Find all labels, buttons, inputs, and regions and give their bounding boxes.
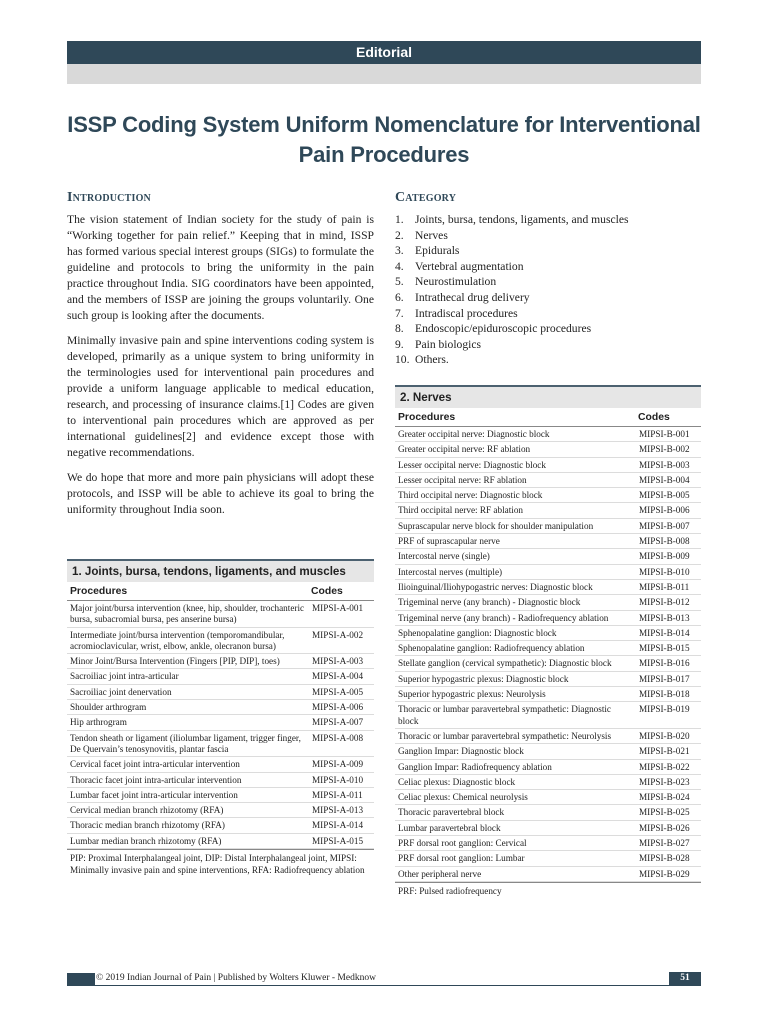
procedure-cell: Lumbar facet joint intra-articular intervention [70, 789, 238, 800]
article-title: ISSP Coding System Uniform Nomenclature for Interventional Pain Procedures [67, 112, 701, 167]
code-cell: MIPSI-B-013 [639, 612, 690, 623]
table-row [67, 834, 374, 849]
procedure-cell: Sphenopalatine ganglion: Diagnostic block [398, 627, 557, 638]
table-joints-title: 1. Joints, bursa, tendons, ligaments, and muscles [67, 559, 374, 582]
table-nerves [395, 385, 701, 897]
code-cell: MIPSI-A-001 [312, 603, 364, 613]
procedure-cell: Celiac plexus: Diagnostic block [398, 776, 516, 787]
category-item-label: Nerves [415, 228, 448, 242]
category-item [395, 352, 701, 368]
table-row [67, 731, 374, 758]
col-procedures: Procedures [70, 586, 128, 597]
table-row [395, 427, 701, 442]
table-row [395, 458, 701, 473]
table-row [395, 656, 701, 671]
code-cell: MIPSI-B-022 [639, 761, 690, 772]
code-cell: MIPSI-B-023 [639, 776, 690, 787]
category-item [395, 243, 701, 259]
category-item-label: Joints, bursa, tendons, ligaments, and muscles [415, 213, 629, 226]
code-cell: MIPSI-A-009 [312, 759, 364, 770]
procedure-cell: Ganglion Impar: Radiofrequency ablation [398, 761, 552, 772]
code-cell: MIPSI-B-026 [639, 822, 690, 833]
page-number: 51 [669, 972, 701, 986]
procedure-cell: Greater occipital nerve: RF ablation [398, 444, 531, 455]
intro-paragraph-3: We do hope that more and more pain physicians will adopt these protocols, and ISSP will be able to achieve its goal to bring the uniformity throughout India soon. [67, 471, 374, 516]
category-item [395, 212, 701, 228]
code-cell: MIPSI-A-003 [312, 656, 364, 667]
code-cell: MIPSI-A-005 [312, 686, 364, 697]
table-row [67, 757, 374, 772]
procedure-cell: Lumbar paravertebral block [398, 822, 501, 833]
category-list [395, 212, 701, 368]
category-item-number: 8. [395, 322, 404, 336]
code-cell: MIPSI-B-007 [639, 520, 690, 531]
code-cell: MIPSI-B-003 [639, 459, 690, 470]
category-item-number: 9. [395, 337, 404, 351]
category-item [395, 321, 701, 337]
code-cell: MIPSI-A-015 [312, 835, 364, 846]
table-row [67, 788, 374, 803]
table-row [395, 549, 701, 564]
table-row [395, 595, 701, 610]
table-row [395, 503, 701, 518]
procedure-cell: Thoracic or lumbar paravertebral sympathetic: Neurolysis [398, 730, 612, 741]
procedure-cell: Sacroiliac joint intra-articular [70, 671, 179, 682]
table-row [395, 851, 701, 866]
table-row [67, 628, 374, 655]
code-cell: MIPSI-B-002 [639, 444, 690, 455]
code-cell: MIPSI-B-021 [639, 746, 690, 757]
code-cell: MIPSI-A-010 [312, 774, 364, 785]
category-item-number: 7. [395, 306, 404, 320]
code-cell: MIPSI-A-014 [312, 820, 364, 831]
category-item-label: Epidurals [415, 244, 460, 258]
table-row [395, 805, 701, 820]
code-cell: MIPSI-B-004 [639, 474, 690, 485]
table-row [395, 821, 701, 836]
table-row [67, 685, 374, 700]
category-item [395, 228, 701, 244]
table-row [67, 601, 374, 628]
code-cell: MIPSI-B-028 [639, 853, 690, 864]
code-cell: MIPSI-B-008 [639, 536, 690, 547]
category-item [395, 337, 701, 353]
procedure-cell: Thoracic paravertebral block [398, 807, 505, 818]
table-row [395, 519, 701, 534]
section-header: Editorial [67, 41, 701, 64]
table-row [395, 580, 701, 595]
category-item-label: Intrathecal drug delivery [415, 290, 530, 304]
table-nerves-rows [395, 427, 701, 882]
code-cell: MIPSI-B-016 [639, 658, 690, 669]
procedure-cell: Cervical facet joint intra-articular intervention [70, 759, 240, 770]
code-cell: MIPSI-B-015 [639, 643, 690, 654]
procedure-cell: Suprascapular nerve block for shoulder manipulation [398, 520, 594, 531]
category-item [395, 306, 701, 322]
table-row [67, 654, 374, 669]
table-row [67, 773, 374, 788]
code-cell: MIPSI-B-019 [639, 704, 690, 715]
procedure-cell: Shoulder arthrogram [70, 702, 147, 713]
category-item-number: 2. [395, 228, 404, 242]
category-item-label: Endoscopic/epiduroscopic procedures [415, 322, 592, 336]
code-cell: MIPSI-B-020 [639, 730, 690, 741]
code-cell: MIPSI-A-011 [312, 789, 363, 800]
table-row [395, 775, 701, 790]
procedure-cell: PRF of suprascapular nerve [398, 536, 500, 547]
procedure-cell: Ganglion Impar: Diagnostic block [398, 746, 524, 757]
procedure-cell: Thoracic or lumbar paravertebral sympathetic: Diagnostic block [398, 704, 612, 726]
procedure-cell: Celiac plexus: Chemical neurolysis [398, 792, 528, 803]
category-item-number: 1. [395, 213, 404, 226]
category-item-number: 3. [395, 244, 404, 258]
procedure-cell: Greater occipital nerve: Diagnostic block [398, 429, 550, 439]
procedure-cell: Major joint/bursa intervention (knee, hip, shoulder, trochanteric bursa, subacromial bursa, pes anserine bursa) [70, 603, 305, 625]
procedure-cell: Intercostal nerves (multiple) [398, 566, 503, 577]
intro-paragraph-2: Minimally invasive pain and spine interventions coding system is developed, primarily as a unique system to bring uniformity in the terminologies used for interventional pain procedures and provide a uniform language applicable to medical education, research, and processing of insurance claims.[1] Codes are given to interventional pain procedures which are approved as per international guidelines[2] and evidence except those with negative recommendations. [67, 334, 374, 459]
table-row [395, 744, 701, 759]
category-item [395, 259, 701, 275]
table-row [67, 818, 374, 833]
procedure-cell: Thoracic median branch rhizotomy (RFA) [70, 820, 225, 831]
table-row [395, 672, 701, 687]
procedure-cell: Stellate ganglion (cervical sympathetic): Diagnostic block [398, 658, 612, 669]
procedure-cell: Other peripheral nerve [398, 868, 482, 879]
category-item-label: Neurostimulation [415, 275, 497, 289]
procedure-cell: Lesser occipital nerve: RF ablation [398, 474, 527, 485]
procedure-cell: Trigeminal nerve (any branch) - Radiofrequency ablation [398, 612, 609, 623]
procedure-cell: Ilioinguinal/Iliohypogastric nerves: Diagnostic block [398, 581, 593, 592]
procedure-cell: Minor Joint/Bursa Intervention (Fingers [PIP, DIP], toes) [70, 656, 280, 667]
intro-paragraph-1: The vision statement of Indian society for the study of pain is “Working together for pain relief.” Keeping that in mind, ISSP has formed various special interest groups (SIGs) to formulate the guideline and protocols to bring the uniformity in the pain practice throughout India. SIG coordinators have been appointed, and the members of ISSP are joining the groups voluntarily. One such group is looking after the documents. [67, 213, 374, 322]
procedure-cell: PRF dorsal root ganglion: Lumbar [398, 853, 525, 864]
table-row [395, 442, 701, 457]
introduction-heading: Introduction [67, 190, 151, 205]
code-cell: MIPSI-A-013 [312, 805, 364, 816]
procedure-cell: Cervical median branch rhizotomy (RFA) [70, 805, 224, 816]
table-joints [67, 559, 374, 876]
code-cell: MIPSI-B-017 [639, 673, 690, 684]
procedure-cell: Sacroiliac joint denervation [70, 686, 172, 697]
code-cell: MIPSI-A-006 [312, 702, 364, 713]
procedure-cell: Tendon sheath or ligament (iliolumbar ligament, trigger finger, De Quervain’s tenosynovitis, plantar fascia [70, 732, 301, 754]
table-joints-header [67, 582, 374, 601]
code-cell: MIPSI-B-009 [639, 551, 690, 562]
table-row [395, 626, 701, 641]
col-procedures: Procedures [398, 412, 456, 423]
category-section [395, 190, 701, 368]
table-row [67, 715, 374, 730]
code-cell: MIPSI-B-012 [639, 597, 690, 608]
table-row [395, 702, 701, 729]
table-row [67, 803, 374, 818]
procedure-cell: Superior hypogastric plexus: Diagnostic block [398, 673, 569, 684]
code-cell: MIPSI-B-010 [639, 566, 690, 577]
category-item-label: Others. [415, 353, 449, 367]
procedure-cell: Third occipital nerve: Diagnostic block [398, 490, 543, 501]
footer-mark [67, 973, 95, 986]
section-header-band [67, 64, 701, 84]
table-row [395, 867, 701, 882]
procedure-cell: Third occipital nerve: RF ablation [398, 505, 524, 516]
category-item [395, 290, 701, 306]
table-row [67, 700, 374, 715]
table-row [67, 669, 374, 684]
code-cell: MIPSI-B-027 [639, 838, 690, 849]
category-item-label: Vertebral augmentation [415, 259, 524, 273]
table-row [395, 473, 701, 488]
table-row [395, 534, 701, 549]
code-cell: MIPSI-B-005 [639, 490, 690, 501]
code-cell: MIPSI-B-025 [639, 807, 690, 818]
code-cell: MIPSI-A-007 [312, 717, 364, 728]
procedure-cell: Sphenopalatine ganglion: Radiofrequency ablation [398, 643, 585, 654]
category-item-number: 10. [395, 353, 410, 367]
code-cell: MIPSI-B-006 [639, 505, 690, 516]
category-heading: Category [395, 190, 457, 205]
procedure-cell: Lumbar median branch rhizotomy (RFA) [70, 835, 222, 846]
code-cell: MIPSI-B-024 [639, 792, 690, 803]
code-cell: MIPSI-B-029 [639, 868, 690, 879]
procedure-cell: Superior hypogastric plexus: Neurolysis [398, 689, 546, 700]
table-nerves-title: 2. Nerves [395, 385, 701, 408]
procedure-cell: Intercostal nerve (single) [398, 551, 490, 562]
category-item-label: Intradiscal procedures [415, 306, 518, 320]
code-cell: MIPSI-A-002 [312, 629, 364, 640]
category-item-label: Pain biologics [415, 337, 482, 351]
col-codes: Codes [311, 586, 343, 597]
footer-copyright: © 2019 Indian Journal of Pain | Published by Wolters Kluwer - Medknow [96, 973, 376, 983]
code-cell: MIPSI-A-008 [312, 732, 364, 743]
table-joints-footnote: PIP: Proximal Interphalangeal joint, DIP: Distal Interphalangeal joint, MIPSI: Minimally invasive pain and spine interventions, RFA: Radiofrequency ablation [67, 849, 374, 876]
category-item-number: 6. [395, 290, 404, 304]
introduction-section [67, 190, 374, 527]
table-nerves-footnote: PRF: Pulsed radiofrequency [395, 882, 701, 898]
code-cell: MIPSI-B-014 [639, 627, 690, 638]
code-cell: MIPSI-B-011 [639, 581, 690, 592]
procedure-cell: Intermediate joint/bursa intervention (temporomandibular, acromioclavicular, wrist, elbow, ankle, olecranon bursa) [70, 629, 285, 651]
table-row [395, 565, 701, 580]
table-row [395, 729, 701, 744]
col-codes: Codes [638, 412, 670, 423]
table-row [395, 488, 701, 503]
table-row [395, 760, 701, 775]
code-cell: MIPSI-B-018 [639, 689, 690, 700]
procedure-cell: Thoracic facet joint intra-articular intervention [70, 774, 242, 785]
table-row [395, 641, 701, 656]
procedure-cell: Trigeminal nerve (any branch) - Diagnostic block [398, 597, 581, 608]
table-joints-rows [67, 601, 374, 849]
procedure-cell: Hip arthrogram [70, 717, 127, 728]
category-item-number: 4. [395, 259, 404, 273]
table-nerves-header [395, 408, 701, 427]
procedure-cell: Lesser occipital nerve: Diagnostic block [398, 459, 546, 470]
procedure-cell: PRF dorsal root ganglion: Cervical [398, 838, 527, 849]
table-row [395, 836, 701, 851]
table-row [395, 687, 701, 702]
table-row [395, 790, 701, 805]
table-row [395, 611, 701, 626]
code-cell: MIPSI-A-004 [312, 671, 364, 682]
page-footer [67, 972, 701, 986]
code-cell: MIPSI-B-001 [639, 429, 690, 439]
category-item [395, 274, 701, 290]
category-item-number: 5. [395, 275, 404, 289]
